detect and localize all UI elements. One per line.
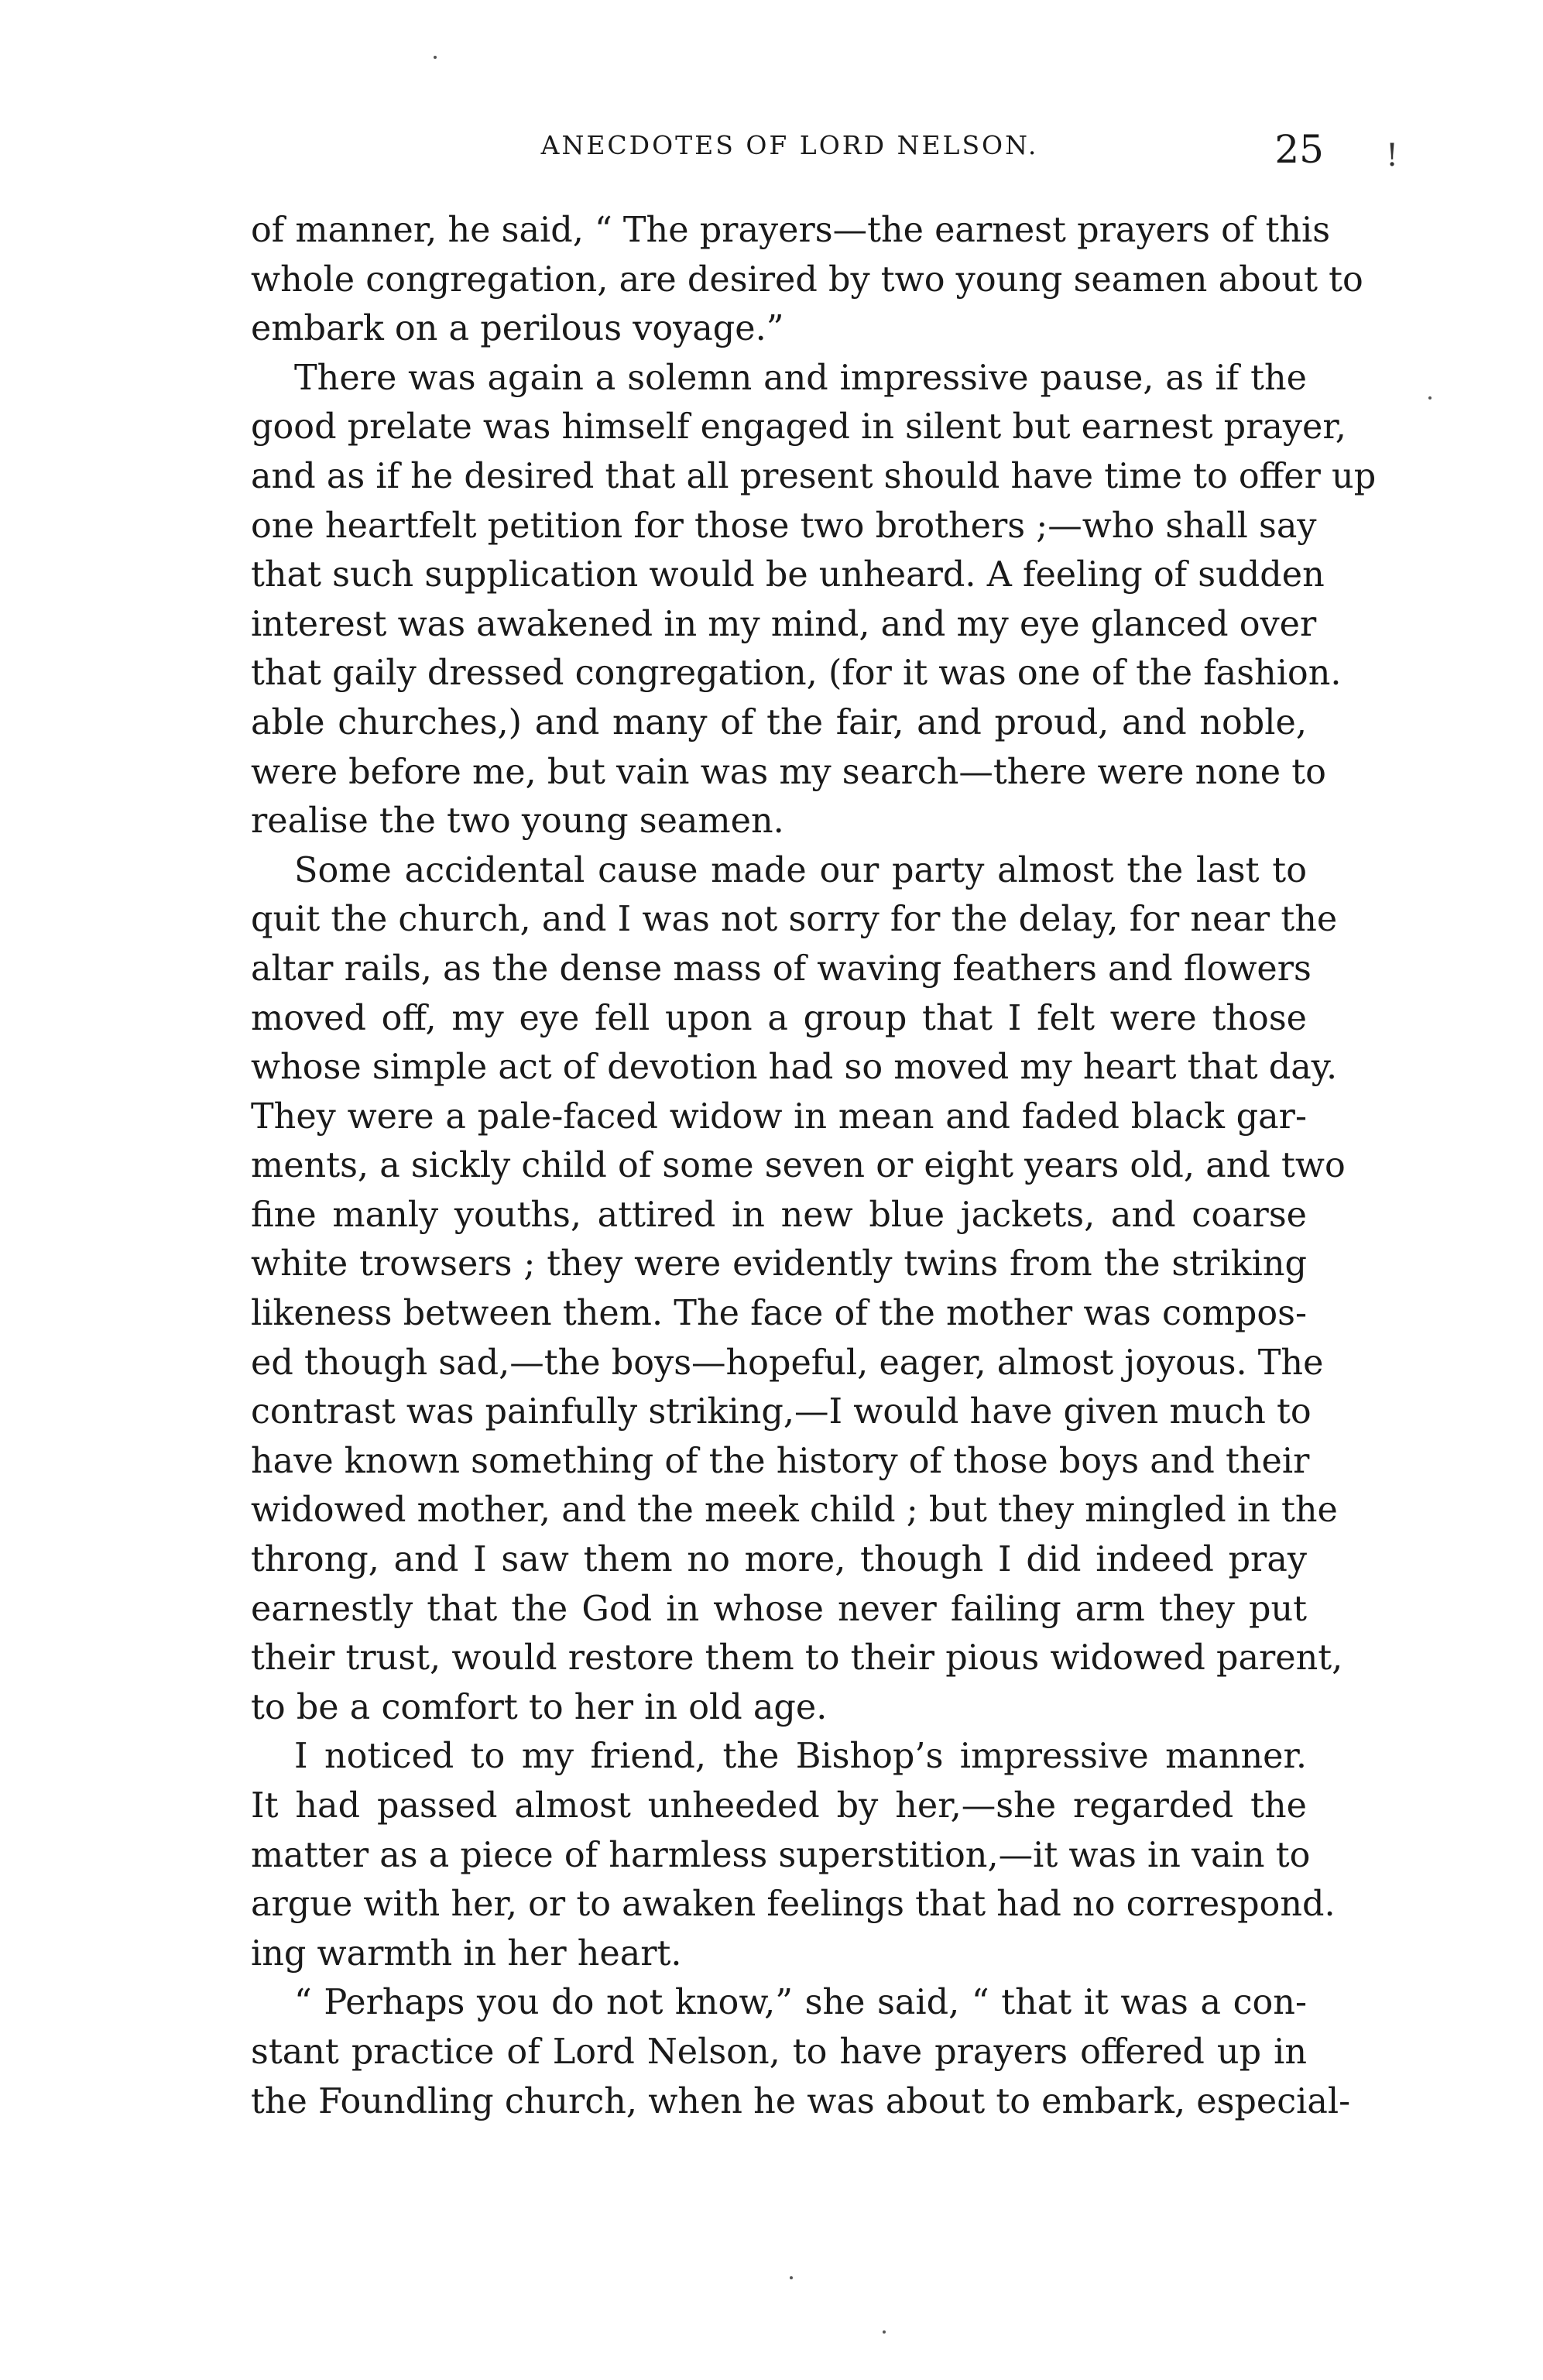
text-line: embark on a perilous voyage.” [251, 309, 784, 349]
text-line: were before me, but vain was my search—there were none to [251, 752, 1326, 792]
text-line: fine manly youths, attired in new blue jackets, and coarse [251, 1195, 1307, 1235]
text-line: stant practice of Lord Nelson, to have prayers offered up in [251, 2032, 1307, 2072]
margin-mark: ! [1386, 138, 1399, 173]
text-line: argue with her, or to awaken feelings that had no correspond. [251, 1884, 1336, 1925]
text-line: good prelate was himself engaged in silent but earnest prayer, [251, 407, 1346, 448]
text-line: ed though sad,—the boys—hopeful, eager, almost joyous. The [251, 1343, 1324, 1383]
text-line: It had passed almost unheeded by her,—she regarded the [251, 1786, 1307, 1826]
text-line: I noticed to my friend, the Bishop’s impressive manner. [294, 1737, 1307, 1777]
text-line: matter as a piece of harmless superstition,—it was in vain to [251, 1835, 1311, 1875]
text-line: whose simple act of devotion had so moved my heart that day. [251, 1048, 1338, 1088]
text-line: the Foundling church, when he was about to embark, especial- [251, 2081, 1351, 2121]
text-line: widowed mother, and the meek child ; but they mingled in the [251, 1490, 1338, 1531]
text-line: able churches,) and many of the fair, and proud, and noble, [251, 702, 1307, 742]
text-line: white trowsers ; they were evidently twins from the striking [251, 1244, 1307, 1284]
text-line: and as if he desired that all present should have time to offer up [251, 456, 1377, 496]
text-line: that gaily dressed congregation, (for it was one of the fashion. [251, 653, 1342, 694]
text-line: Some accidental cause made our party almost the last to [294, 850, 1307, 890]
page-number: 25 [1274, 127, 1324, 172]
text-line: earnestly that the God in whose never failing arm they put [251, 1589, 1307, 1629]
text-line: of manner, he said, “ The prayers—the earnest prayers of this [251, 211, 1331, 250]
text-line: whole congregation, are desired by two young seamen about to [251, 259, 1363, 300]
text-line: They were a pale-faced widow in mean and faded black gar- [251, 1096, 1307, 1137]
text-line: There was again a solemn and impressive pause, as if the [294, 358, 1307, 398]
text-line: “ Perhaps you do not know,” she said, “ that it was a con- [294, 1983, 1307, 2023]
speck [434, 56, 437, 59]
speck [883, 2330, 886, 2334]
text-line: their trust, would restore them to their pious widowed parent, [251, 1638, 1343, 1679]
text-line: one heartfelt petition for those two brothers ;—who shall say [251, 506, 1317, 546]
text-line: ing warmth in her heart. [251, 1933, 682, 1974]
text-line: have known something of the history of those boys and their [251, 1441, 1310, 1481]
text-line: to be a comfort to her in old age. [251, 1687, 828, 1727]
text-line: likeness between them. The face of the mother was compos- [251, 1294, 1307, 1334]
page-header [255, 127, 1324, 192]
body-text [251, 206, 1377, 2126]
speck [1428, 396, 1432, 400]
text-line: interest was awakened in my mind, and my eye glanced over [251, 604, 1317, 644]
text-line: that such supplication would be unheard. A feeling of sudden [251, 555, 1325, 595]
text-line: contrast was painfully striking,—I would have given much to [251, 1392, 1312, 1432]
running-head: ANECDOTES OF LORD NELSON. [540, 130, 1039, 160]
speck [790, 2276, 793, 2279]
text-line: moved off, my eye fell upon a group that I felt were those [251, 998, 1307, 1038]
text-line: quit the church, and I was not sorry for the delay, for near the [251, 900, 1338, 940]
text-line: altar rails, as the dense mass of waving feathers and flowers [251, 948, 1312, 989]
text-line: ments, a sickly child of some seven or eight years old, and two [251, 1146, 1346, 1186]
text-line: throng, and I saw them no more, though I did indeed pray [251, 1540, 1307, 1580]
text-line: realise the two young seamen. [251, 801, 784, 842]
